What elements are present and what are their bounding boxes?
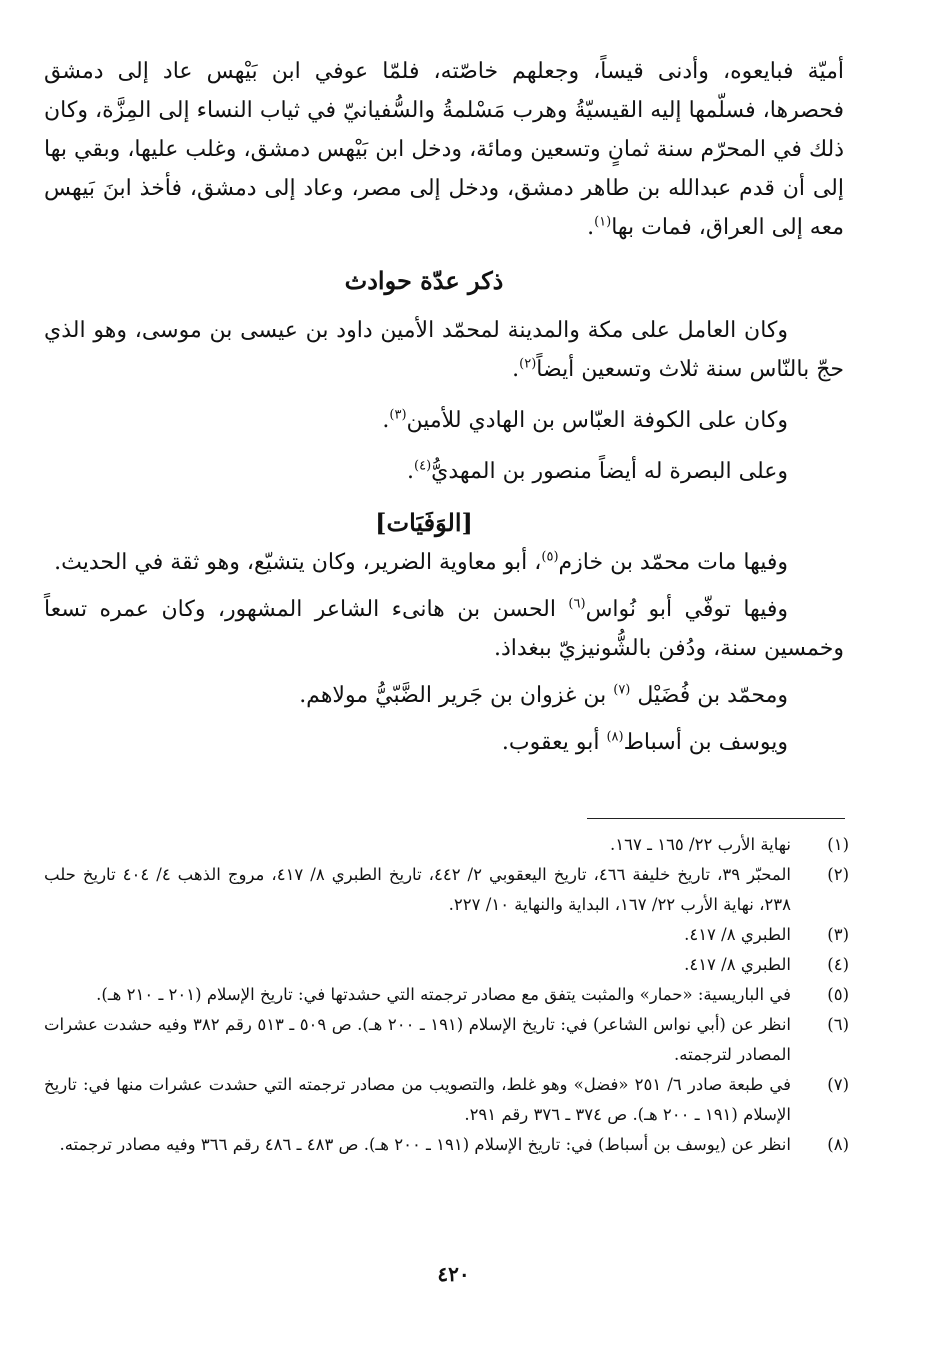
footnote-number: (٨) <box>827 1135 849 1154</box>
footnote <box>44 830 849 860</box>
paragraph-text: وكان على الكوفة العبّاس بن الهادي للأمين <box>406 408 788 433</box>
paragraph-death-fudayl <box>44 676 844 715</box>
main-text <box>44 52 844 762</box>
footnote-ref-1[interactable]: (١) <box>594 214 612 230</box>
footnote-text: انظر عن (يوسف بن أسباط) في: تاريخ الإسلام (١٩١ ـ ٢٠٠ هـ). ص ٤٨٣ ـ ٤٨٦ رقم ٣٦٦ وفيه مصادر ترجمته. <box>59 1135 791 1154</box>
paragraph-death-khazim <box>44 543 844 582</box>
section-heading-deaths: [الوَفَيَات] <box>375 508 473 537</box>
footnote-number: (٣) <box>827 925 849 944</box>
paragraph-end: . <box>407 459 414 484</box>
paragraph-text: وفيها مات محمّد بن خازم <box>558 550 788 575</box>
footnote <box>44 860 849 920</box>
paragraph-death-yusuf <box>44 723 844 762</box>
paragraph-text: ومحمّد بن فُضَيْل <box>630 683 788 708</box>
footnote-text: الطبري ٨/ ٤١٧. <box>684 955 791 974</box>
footnote-text: في طبعة صادر ٦/ ٢٥١ «فضل» وهو غلط، والتصويب من مصادر ترجمته التي حشدت عشرات منها في: تاريخ الإسلام (١٩١ ـ ٢٠٠ هـ). ص ٣٧٤ ـ ٣٧٦ رقم ٢٩١. <box>44 1075 791 1124</box>
paragraph-text: بن غزوان بن جَرير الضَّبّيُّ مولاهم. <box>299 683 614 708</box>
paragraph-text: ويوسف بن أسباط <box>623 730 788 755</box>
footnote <box>44 980 849 1010</box>
paragraph-text: وعلى البصرة له أيضاً منصور بن المهديُّ <box>431 459 788 484</box>
paragraph-text: وفيها توفّي أبو نُواس <box>585 597 788 622</box>
paragraph-text: ، أبو معاوية الضرير، وكان يتشيّع، وهو ثقة في الحديث. <box>54 550 542 575</box>
intro-text: أميّة فبايعوه، وأدنى قيساً، وجعلهم خاصّته، فلمّا عوفي ابن بَيْهس عاد إلى دمشق فحصرها، فسلّمها إليه القيسيّةُ وهرب مَسْلمةُ والسُّفيانيّ في ثياب النساء إلى المِزَّة، وكان ذلك في المحرّم سنة ثمانٍ وتسعين ومائة، ودخل ابن بَيْهس دمشق، وغلب عليها، وبقي بها إلى أن قدم عبدالله بن طاهر دمشق، ودخل إلى مصر، وعاد إلى دمشق، فأخذ ابنَ بَيهس معه إلى العراق، فمات بها <box>44 59 844 240</box>
paragraph-governor-kufa <box>44 401 844 440</box>
paragraph-governor-basra <box>44 452 844 491</box>
footnote-text: في الباريسية: «حمار» والمثبت يتفق مع مصادر ترجمته التي حشدتها في: تاريخ الإسلام (٢٠١ ـ ٢١٠ هـ). <box>96 985 791 1004</box>
footnote <box>44 1070 849 1130</box>
section-heading-events: ذكر عدّة حوادث <box>344 266 504 295</box>
footnote-ref-6[interactable]: (٦) <box>568 596 586 612</box>
footnote-number: (٧) <box>827 1075 849 1094</box>
footnote-number: (٦) <box>827 1015 849 1034</box>
footnote <box>44 1130 849 1160</box>
footnote-text: المحبّر ٣٩، تاريخ خليفة ٤٦٦، تاريخ اليعقوبي ٢/ ٤٤٢، تاريخ الطبري ٨/ ٤١٧، مروج الذهب ٤/ ٤٠٤ تاريخ حلب ٢٣٨، نهاية الأرب ٢٢/ ١٦٧، البداية والنهاية ١٠/ ٢٢٧. <box>44 865 791 914</box>
footnote-ref-2[interactable]: (٢) <box>519 356 537 372</box>
footnote-ref-3[interactable]: (٣) <box>389 407 407 423</box>
paragraph-text: أبو يعقوب. <box>501 730 607 755</box>
footnote-ref-5[interactable]: (٥) <box>541 549 559 565</box>
paragraph-text: الحسن بن هانىء الشاعر المشهور، وكان عمره تسعاً وخمسين سنة، ودُفن بالشُّونيزيّ ببغداذ. <box>44 597 844 661</box>
intro-paragraph <box>44 52 844 247</box>
footnote-number: (٢) <box>827 865 849 884</box>
footnote-number: (٥) <box>827 985 849 1004</box>
footnote-number: (١) <box>827 835 849 854</box>
footnote-text: الطبري ٨/ ٤١٧. <box>684 925 791 944</box>
footnote-text: انظر عن (أبي نواس الشاعر) في: تاريخ الإسلام (١٩١ ـ ٢٠٠ هـ). ص ٥٠٩ ـ ٥١٣ رقم ٣٨٢ وفيه حشدت عشرات المصادر لترجمته. <box>44 1015 792 1064</box>
footnote-text: نهاية الأرب ٢٢/ ١٦٥ ـ ١٦٧. <box>610 835 791 854</box>
paragraph-text: وكان العامل على مكة والمدينة لمحمّد الأمين داود بن عيسى بن موسى، وهو الذي حجّ بالنّاس سنة ثلاث وتسعين أيضاً <box>44 318 844 382</box>
paragraph-end: . <box>382 408 390 433</box>
paragraph-governor-mecca <box>44 311 844 389</box>
paragraph-end: . <box>512 357 520 382</box>
footnote-divider <box>587 818 845 819</box>
footnote-number: (٤) <box>827 955 849 974</box>
footnote <box>44 920 849 950</box>
intro-end: . <box>587 215 595 240</box>
footnote-ref-8[interactable]: (٨) <box>606 729 624 745</box>
page-number: ٤٢٠ <box>437 1262 470 1286</box>
paragraph-death-abu-nuwas <box>44 590 844 668</box>
footnotes <box>44 830 849 1160</box>
footnote-ref-7[interactable]: (٧) <box>613 682 631 698</box>
footnote-ref-4[interactable]: (٤) <box>414 458 432 474</box>
footnote <box>44 950 849 980</box>
footnote <box>44 1010 849 1070</box>
